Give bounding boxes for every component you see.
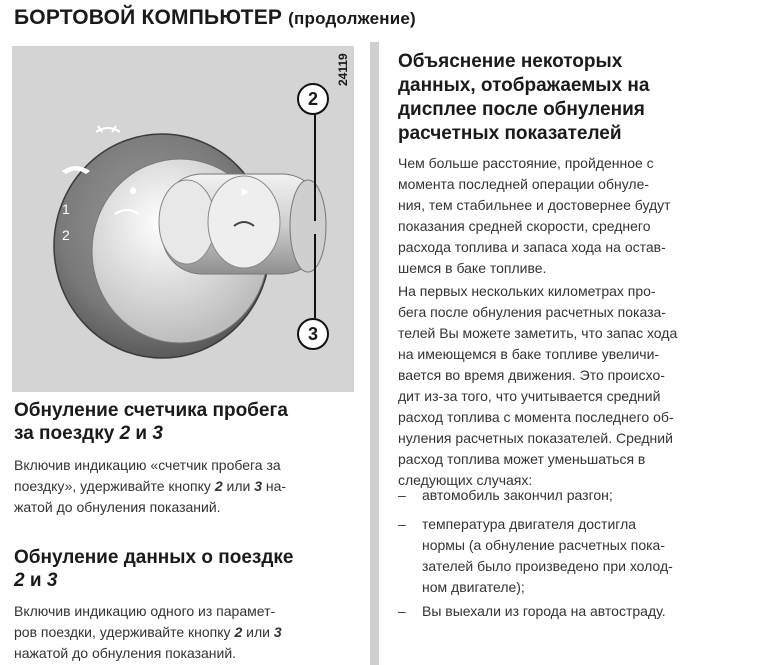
header-subtitle: (продолжение) (288, 9, 416, 28)
bullet-item-3: – Вы выехали из города на автостраду. (398, 603, 666, 619)
column-divider (370, 42, 379, 665)
switch-digit-1: 1 (62, 201, 70, 217)
header-title: БОРТОВОЙ КОМПЬЮТЕР (14, 6, 283, 29)
section1-heading: Обнуление счетчика пробега за поездку 2 и 3 (14, 400, 288, 444)
callout-2: 2 (297, 83, 329, 115)
bullet-item-2: – температура двигателя достигла нормы (а обнуление расчетных пока- зателей было произведено при холод- ном двигателе); (398, 516, 673, 595)
callout-3: 3 (297, 318, 329, 350)
switch-illustration (12, 46, 354, 392)
right-heading: Объяснение некоторых данных, отображаемых на дисплее после обнуления расчетных показателей (398, 51, 650, 144)
section2-text: Включив индикацию одного из парамет- ров поездки, удерживайте кнопку 2 или 3 нажатой до обнуления показаний. (14, 603, 282, 661)
right-paragraph-1: Чем больше расстояние, пройденное с момента последней операции обнуле- ния, тем стабильнее и достовернее будут показания средней скорости, среднего расхода топлива и запаса хода на остав- шемся в баке топливе. (398, 155, 671, 276)
bullet-item-1: – автомобиль закончил разгон; (398, 487, 613, 503)
figure-number: 24119 (336, 53, 350, 86)
right-paragraph-2: На первых нескольких километрах про- бега после обнуления расчетных показа- телей Вы можете заметить, что запас хода на имеющемся в баке топливе увеличи- вается во время движения. Это происхо- дит из-за того, что учитывается средний расход топлива с момента последнего об- нуления расчетных показателей. Средний расход топлива может уменьшаться в следующих случаях: (398, 283, 678, 488)
switch-digit-2: 2 (62, 227, 70, 243)
page-header (14, 6, 416, 30)
section2-heading: Обнуление данных о поездке 2 и 3 (14, 547, 294, 591)
section1-text: Включив индикацию «счетчик пробега за поездку», удерживайте кнопку 2 или 3 на- жатой до обнуления показаний. (14, 457, 287, 515)
